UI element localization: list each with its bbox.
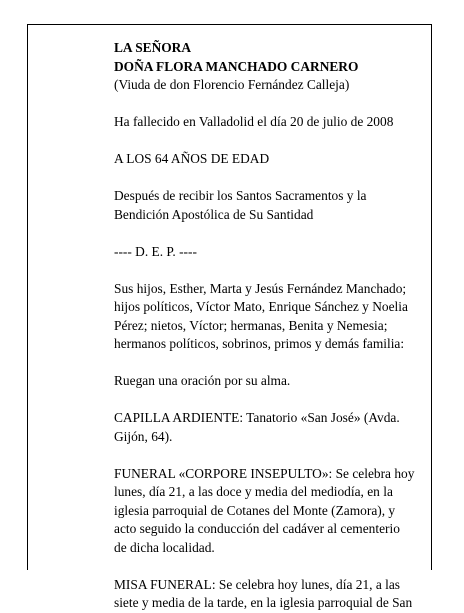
frame-right-border [431, 24, 432, 570]
mass-line-1: MISA FUNERAL: Se celebra hoy lunes, día 21, a las [114, 576, 400, 592]
death-line: Ha fallecido en Valladolid el día 20 de julio de 2008 [114, 114, 394, 129]
family-line-3: Pérez; nietos, Víctor; hermanas, Benita y Nemesia; [114, 317, 388, 333]
age-line: A LOS 64 AÑOS DE EDAD [114, 151, 270, 166]
title-line-1: LA SEÑORA [114, 40, 192, 55]
spacer [114, 557, 428, 576]
sacraments-line-1: Después de recibir los Santos Sacramentos y la [114, 188, 367, 203]
spacer [114, 95, 428, 114]
funeral-line-2: lunes, día 21, a las doce y media del mediodía, en la [114, 484, 393, 499]
family-line-2: hijos políticos, Víctor Mato, Enrique Sánchez y Noelia [114, 299, 408, 314]
spacer [114, 169, 428, 188]
funeral-line-1: FUNERAL «CORPORE INSEPULTO»: Se celebra hoy [114, 465, 415, 481]
chapel-line-2: Gijón, 64). [114, 428, 173, 444]
family-line-1: Sus hijos, Esther, Marta y Jesús Fernández Manchado; [114, 280, 407, 296]
obituary-text [114, 39, 428, 613]
funeral-line-4: acto seguido la conducción del cadáver al cementerio [114, 521, 400, 536]
title-line-2: DOÑA FLORA MANCHADO CARNERO [114, 58, 359, 74]
sacraments-line-2: Bendición Apostólica de Su Santidad [114, 206, 314, 222]
prayer-line: Ruegan una oración por su alma. [114, 373, 291, 388]
dep-line: ---- D. E. P. ---- [114, 243, 197, 259]
frame-top-border [27, 24, 432, 25]
spacer [114, 391, 428, 410]
spacer [114, 224, 428, 243]
chapel-line-1: CAPILLA ARDIENTE: Tanatorio «San José» (Avda. [114, 410, 400, 425]
spacer [114, 261, 428, 280]
widow-line: (Viuda de don Florencio Fernández Calleja) [114, 77, 350, 92]
family-line-4: hermanos políticos, sobrinos, primos y demás familia: [114, 336, 405, 351]
spacer [114, 132, 428, 151]
funeral-line-5: de dicha localidad. [114, 539, 215, 555]
mass-line-2: siete y media de la tarde, en la iglesia parroquial de San [114, 595, 413, 610]
frame-left-border [27, 24, 28, 570]
spacer [114, 354, 428, 373]
spacer [114, 446, 428, 465]
funeral-line-3: iglesia parroquial de Cotanes del Monte (Zamora), y [114, 502, 396, 518]
